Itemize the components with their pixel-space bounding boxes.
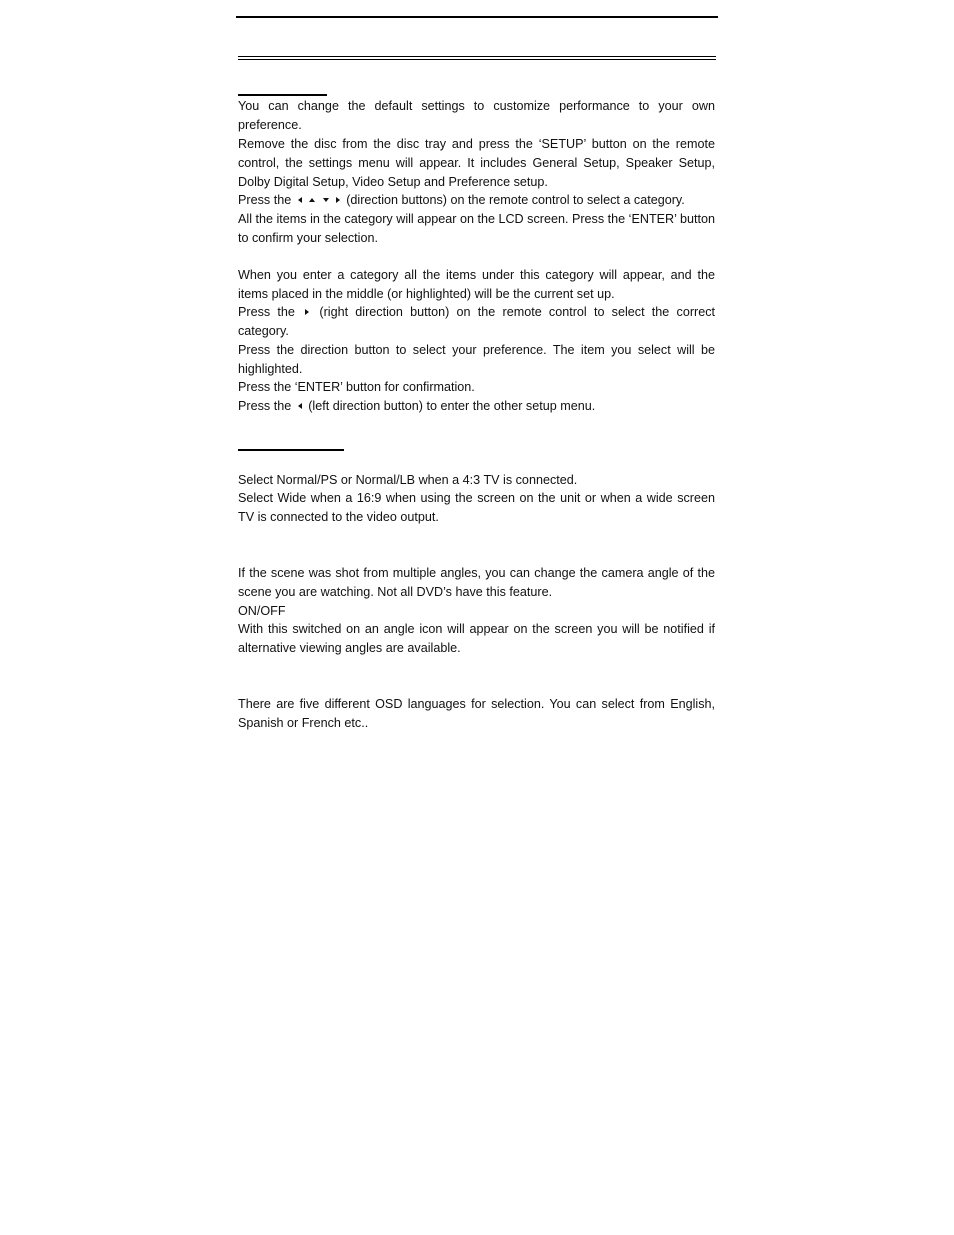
header-rule: [236, 16, 718, 18]
setup-confirm-paragraph: All the items in the category will appear on the LCD screen. Press the ‘ENTER’ button to confirm your selection.: [238, 212, 715, 245]
double-rule-bottom: [238, 59, 716, 60]
text-after: (right direction button) on the remote control to select the correct category.: [238, 305, 716, 338]
tv-display-normal-paragraph: Select Normal/PS or Normal/LB when a 4:3 TV is connected.: [238, 473, 578, 487]
down-triangle-icon: [323, 198, 329, 202]
tv-display-wide-paragraph: Select Wide when a 16:9 when using the screen on the unit or when a wide screen TV is connected to the video output.: [238, 491, 715, 524]
nav-right-button-paragraph: [238, 303, 715, 341]
left-triangle-icon: [298, 197, 302, 203]
text-after: (direction buttons) on the remote control to select a category.: [346, 193, 685, 207]
right-triangle-icon: [336, 197, 340, 203]
angle-mark-icon-paragraph: With this switched on an angle icon will appear on the screen you will be notified if alternative viewing angles are available.: [238, 622, 715, 655]
angle-mark-paragraph: If the scene was shot from multiple angles, you can change the camera angle of the scene you are watching. Not all DVD’s have this feature.: [238, 566, 715, 599]
setup-intro-paragraph: You can change the default settings to customize performance to your own preference.: [238, 99, 715, 132]
right-triangle-icon: [305, 309, 309, 315]
nav-left-button-paragraph: [238, 397, 715, 416]
left-triangle-icon: [298, 403, 302, 409]
text-after: (left direction button) to enter the other setup menu.: [308, 399, 596, 413]
nav-enter-paragraph: Press the ‘ENTER’ button for confirmation.: [238, 380, 475, 394]
setup-direction-paragraph: [238, 191, 715, 210]
osd-language-paragraph: There are five different OSD languages for selection. You can select from English, Spanish or French etc..: [238, 697, 715, 730]
text-before: Press the: [238, 193, 292, 207]
up-triangle-icon: [309, 198, 315, 202]
angle-mark-options: ON/OFF: [238, 604, 286, 618]
nav-direction-paragraph: Press the direction button to select your preference. The item you select will be highlighted.: [238, 343, 715, 376]
section-heading-underline: [238, 94, 327, 96]
text-before: Press the: [238, 305, 295, 319]
text-before: Press the: [238, 399, 292, 413]
section-heading-underline: [238, 449, 344, 451]
double-rule-top: [238, 56, 716, 57]
nav-category-paragraph: When you enter a category all the items under this category will appear, and the items placed in the middle (or highlighted) will be the current set up.: [238, 268, 715, 301]
setup-remove-disc-paragraph: Remove the disc from the disc tray and press the ‘SETUP’ button on the remote control, the settings menu will appear. It includes General Setup, Speaker Setup, Dolby Digital Setup, Video Setup and Preference setup.: [238, 137, 715, 189]
